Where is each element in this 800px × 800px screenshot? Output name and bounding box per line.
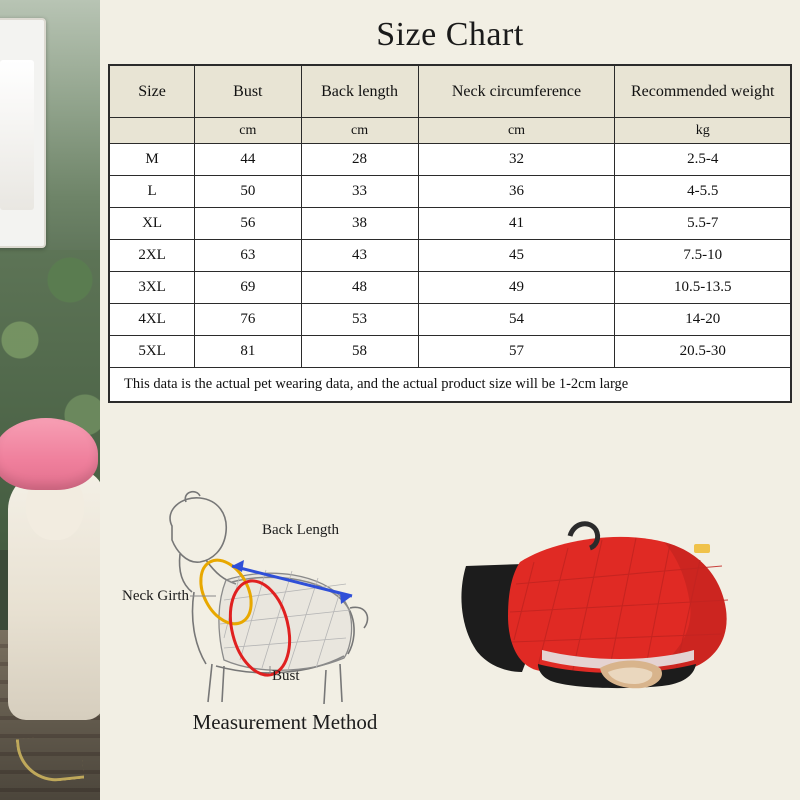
cell-bust: 63: [195, 240, 301, 272]
cell-neck: 41: [418, 208, 615, 240]
cell-back-length: 48: [301, 272, 418, 304]
table-row: [110, 272, 791, 304]
cell-neck: 45: [418, 240, 615, 272]
cell-back-length: 58: [301, 336, 418, 368]
cell-back-length: 28: [301, 144, 418, 176]
cell-back-length: 33: [301, 176, 418, 208]
cell-neck: 36: [418, 176, 615, 208]
label-neck-girth: Neck Girth: [122, 588, 190, 604]
cell-size: 2XL: [110, 240, 195, 272]
unit-bust: cm: [195, 118, 301, 144]
cell-weight: 14-20: [615, 304, 791, 336]
table-row: [110, 208, 791, 240]
cell-neck: 32: [418, 144, 615, 176]
table-body: [110, 144, 791, 402]
cell-size: M: [110, 144, 195, 176]
cell-weight: 5.5-7: [615, 208, 791, 240]
product-lifestyle-photo: [0, 0, 100, 800]
label-bust: Bust: [272, 668, 300, 684]
table-note: This data is the actual pet wearing data, and the actual product size will be 1-2cm large: [110, 368, 791, 402]
cell-size: 3XL: [110, 272, 195, 304]
header-recommended-weight: Recommended weight: [615, 66, 791, 118]
label-back-length: Back Length: [262, 522, 340, 538]
cell-back-length: 53: [301, 304, 418, 336]
cell-size: XL: [110, 208, 195, 240]
size-chart-panel: [100, 0, 800, 800]
page-title: Size Chart: [376, 16, 524, 53]
header-back-length: Back length: [301, 66, 418, 118]
measurement-method-caption: Measurement Method: [192, 710, 378, 734]
table-head: [110, 66, 791, 144]
table-header-row: [110, 66, 791, 118]
header-bust: Bust: [195, 66, 301, 118]
table-note-row: [110, 368, 791, 402]
cell-weight: 20.5-30: [615, 336, 791, 368]
cell-neck: 57: [418, 336, 615, 368]
cell-weight: 7.5-10: [615, 240, 791, 272]
table-unit-row: [110, 118, 791, 144]
cell-neck: 54: [418, 304, 615, 336]
cell-bust: 56: [195, 208, 301, 240]
cell-size: 5XL: [110, 336, 195, 368]
size-chart-table-wrap: [108, 64, 792, 403]
figures-section: [100, 482, 800, 800]
cell-size: 4XL: [110, 304, 195, 336]
cell-weight: 4-5.5: [615, 176, 791, 208]
product-image: [450, 500, 780, 730]
unit-recommended-weight: kg: [615, 118, 791, 144]
table-row: [110, 336, 791, 368]
unit-back-length: cm: [301, 118, 418, 144]
cell-size: L: [110, 176, 195, 208]
cell-back-length: 43: [301, 240, 418, 272]
cell-bust: 76: [195, 304, 301, 336]
product-image-svg: [450, 500, 780, 715]
measurement-diagram-svg: [120, 488, 450, 718]
measurement-diagram: [120, 488, 450, 746]
header-neck-circumference: Neck circumference: [418, 66, 615, 118]
cell-bust: 50: [195, 176, 301, 208]
table-row: [110, 304, 791, 336]
cell-neck: 49: [418, 272, 615, 304]
photo-inset-card: [0, 18, 46, 248]
size-chart-table: [109, 65, 791, 402]
product-tag: [694, 544, 710, 553]
cell-back-length: 38: [301, 208, 418, 240]
cell-weight: 2.5-4: [615, 144, 791, 176]
header-size: Size: [110, 66, 195, 118]
cell-bust: 81: [195, 336, 301, 368]
unit-neck-circumference: cm: [418, 118, 615, 144]
table-row: [110, 240, 791, 272]
photo-dog-coat: [0, 418, 98, 490]
cell-bust: 44: [195, 144, 301, 176]
cell-weight: 10.5-13.5: [615, 272, 791, 304]
table-row: [110, 176, 791, 208]
table-row: [110, 144, 791, 176]
cell-bust: 69: [195, 272, 301, 304]
unit-size: [110, 118, 195, 144]
